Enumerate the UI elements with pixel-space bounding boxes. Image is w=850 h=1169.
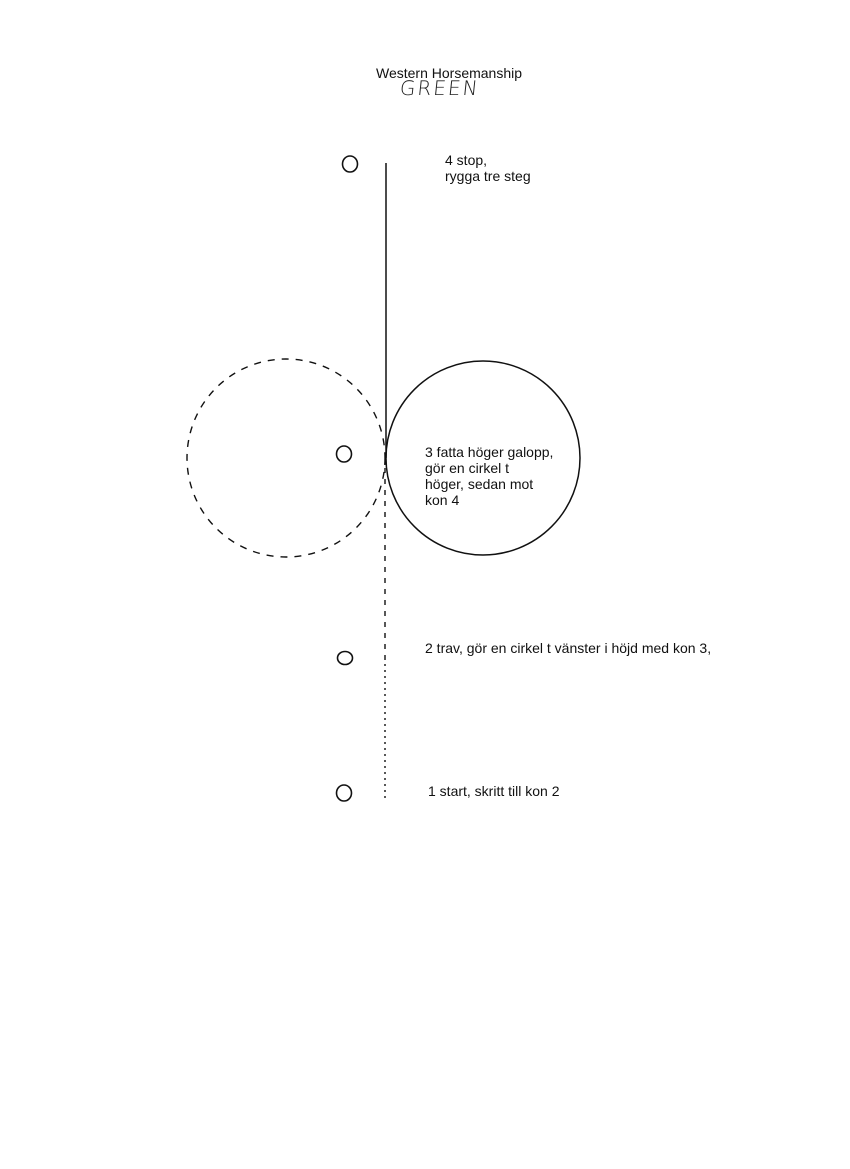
step-3-line-4: kon 4	[425, 492, 460, 508]
pattern-title: Western Horsemanship	[376, 65, 523, 81]
step-4-line-2: rygga tre steg	[445, 168, 531, 184]
level-label-handwritten: GREEN	[398, 76, 481, 100]
step-2-line-1: 2 trav, gör en cirkel t vänster i höjd med kon 3,	[425, 640, 712, 656]
step-3-line-3: höger, sedan mot	[425, 476, 534, 492]
step-4-line-1: 4 stop,	[445, 152, 488, 168]
step-3-instruction	[425, 444, 553, 508]
cone-4-marker	[343, 156, 358, 172]
step-4-instruction	[445, 152, 531, 184]
trot-circle-left	[187, 359, 385, 557]
step-3-line-2: gör en cirkel t	[425, 460, 510, 476]
step-1-instruction	[428, 783, 559, 799]
step-3-line-1: 3 fatta höger galopp,	[425, 444, 554, 460]
cone-3-marker	[337, 446, 352, 462]
step-2-instruction	[425, 640, 711, 656]
step-1-line-1: 1 start, skritt till kon 2	[428, 783, 560, 799]
cone-2-marker	[338, 652, 353, 665]
cone-1-marker	[337, 785, 352, 801]
